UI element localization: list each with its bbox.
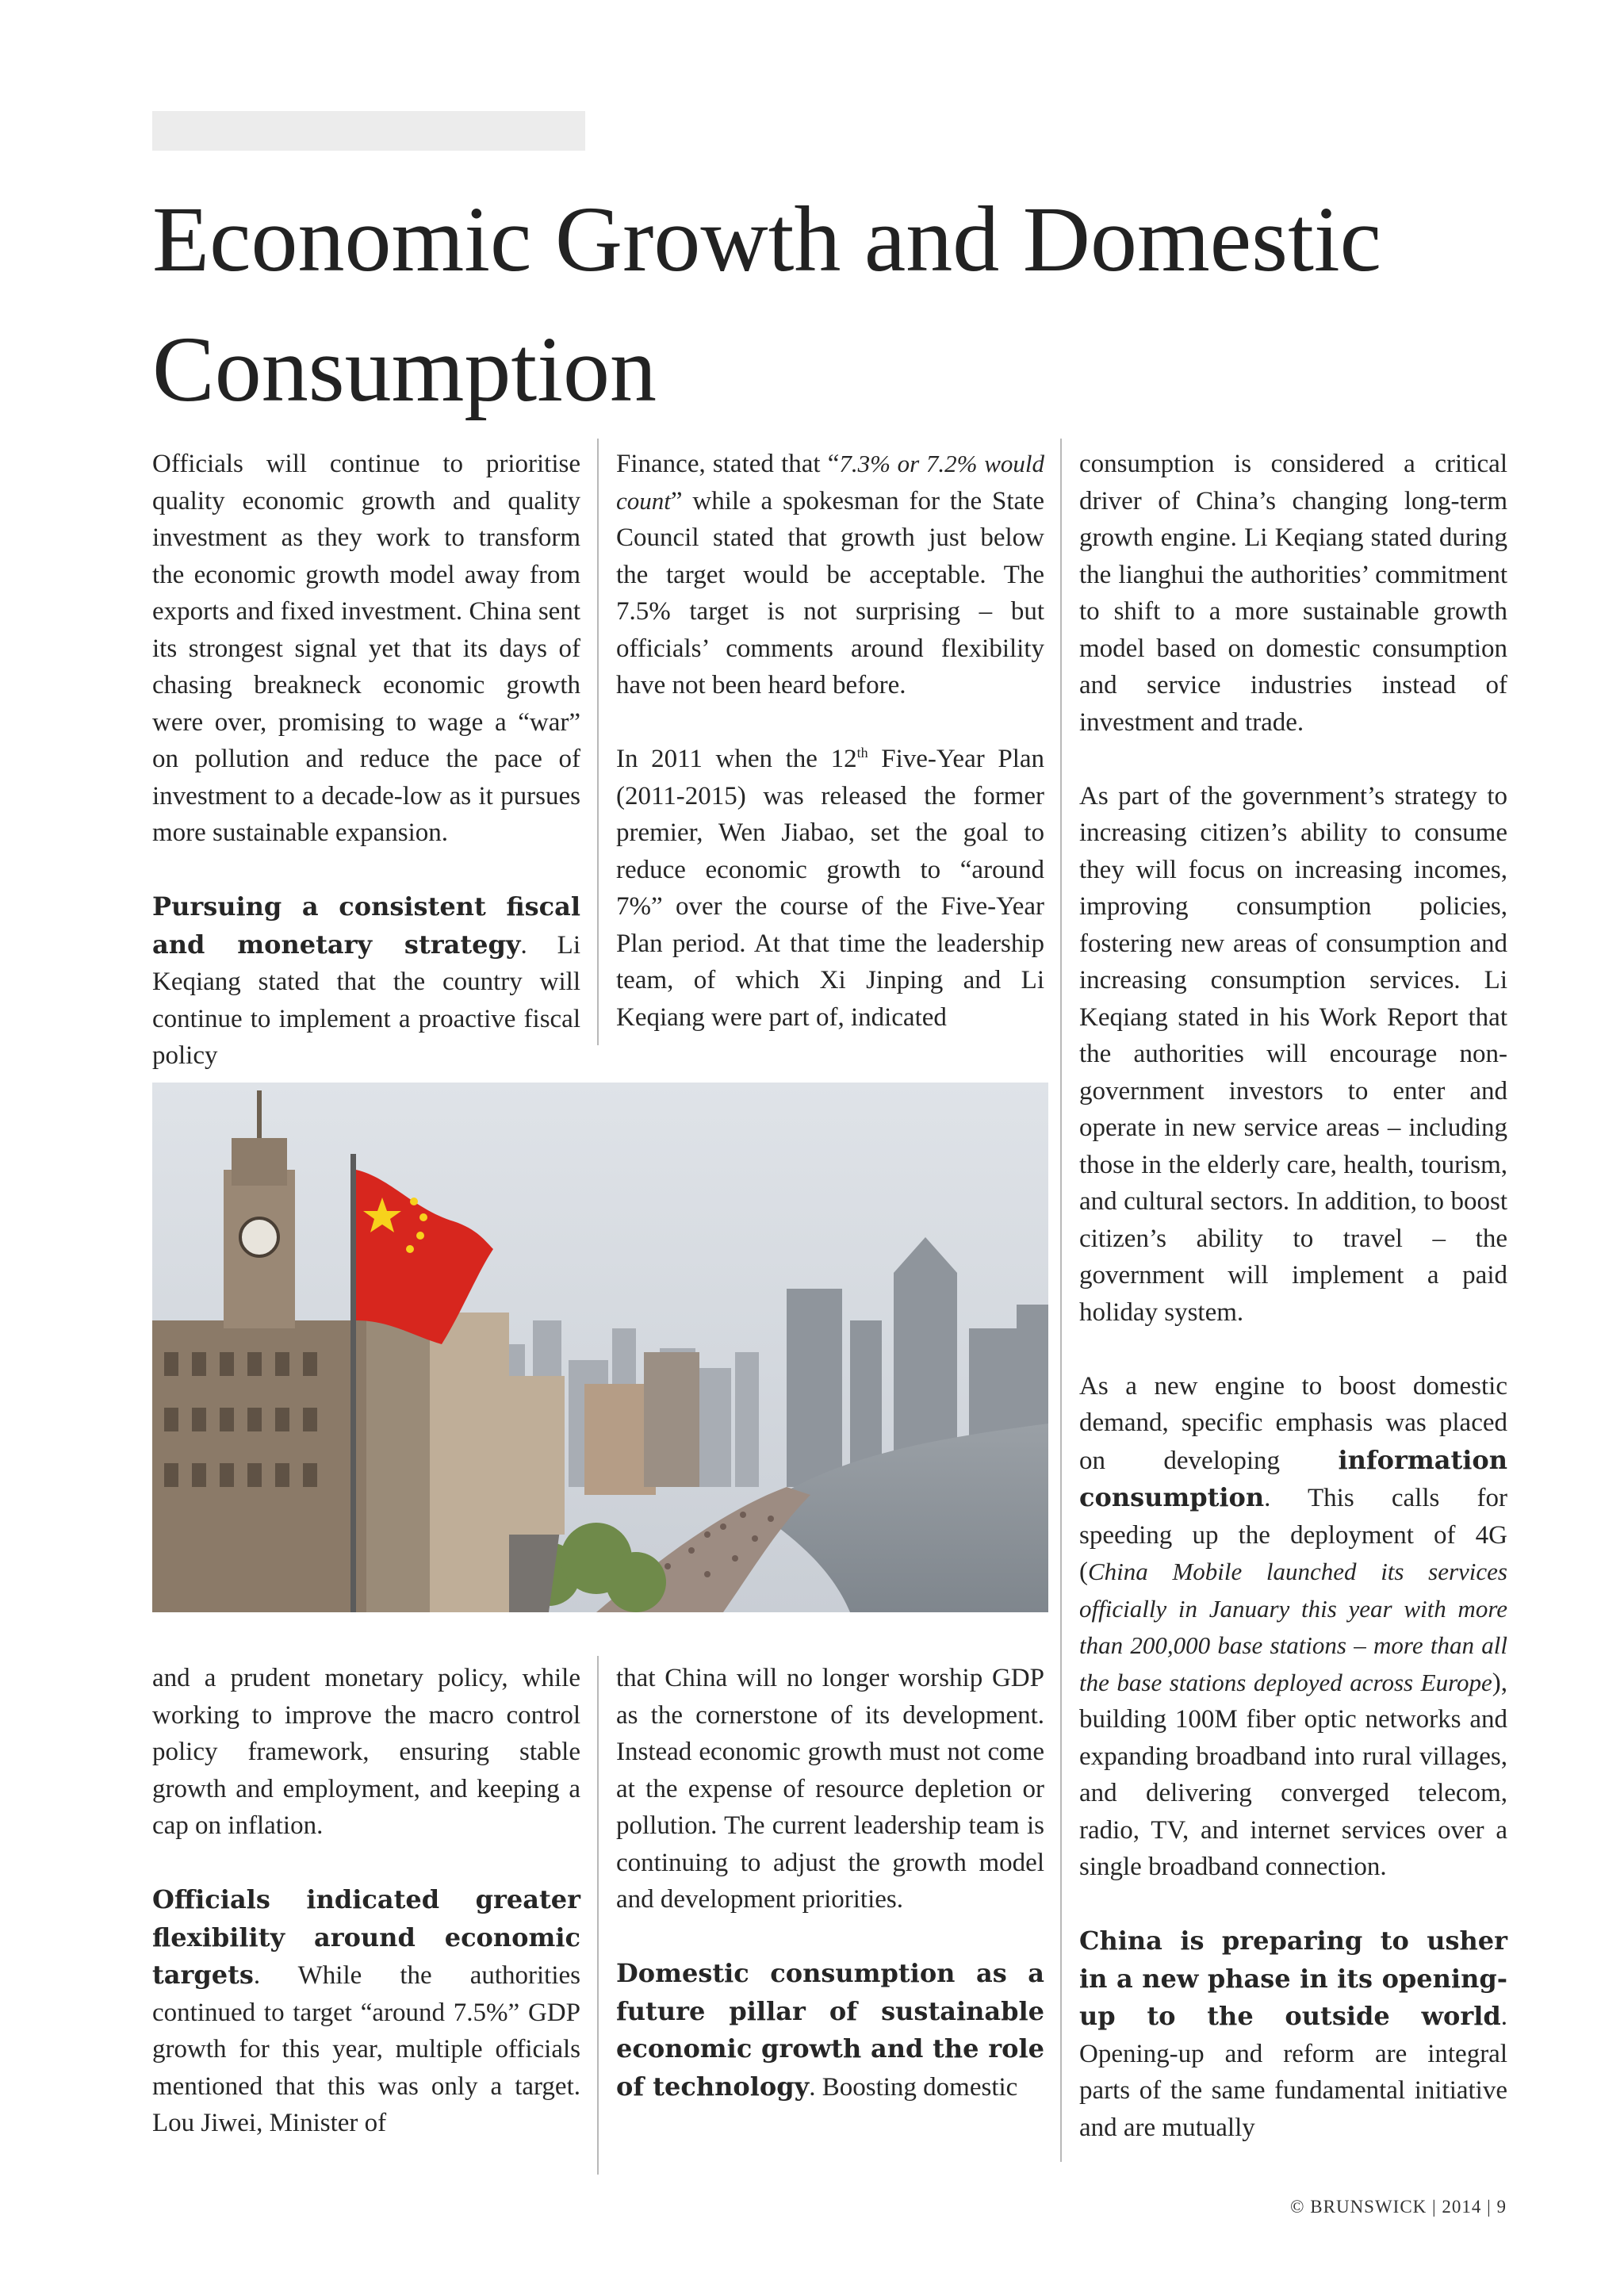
paragraph [152, 1881, 580, 2142]
paragraph [616, 1955, 1044, 2106]
column-1-bottom [152, 1660, 580, 2142]
paragraph-heading: Pursuing a consistent fiscal and monetary strategy [152, 891, 580, 960]
text-run: As a new engine to boost domestic demand, specific emphasis was placed on developing [1079, 1371, 1507, 1475]
text-run: ), building 100M fiber optic networks and expanding broadband into rural villages, and delivering converged telecom, radio, TV, and internet services over a single broadband connection. [1079, 1668, 1507, 1881]
text-run: In 2011 when the 12 [616, 745, 857, 773]
page-footer: © BRUNSWICK | 2014 | 9 [1290, 2197, 1507, 2217]
paragraph-body: . While the authorities continued to target “around 7.5%” GDP growth for this year, multiple officials mentioned that this was only a target. Lou Jiwei, Minister of [152, 1961, 580, 2137]
text-run: ” while a spokesman for the State Council stated that growth just below the target would be acceptable. The 7.5% target is not surprising – but officials’ comments around flexibility have not been heard before. [616, 486, 1044, 699]
paragraph [1079, 1922, 1507, 2146]
paragraph: As part of the government’s strategy to increasing citizen’s ability to consume they will focus on increasing incomes, improving consumption policies, fostering new areas of consumption and increasing consumption services. Li Keqiang stated in his Work Report that the authorities will encourage non-government investors to enter and operate in new service areas – including those in the elderly care, health, tourism, and cultural sectors. In addition, to boost citizen’s ability to travel – the government will implement a paid holiday system. [1079, 781, 1507, 1327]
paragraph-heading: China is preparing to usher in a new phase in its opening-up to the outside world [1079, 1926, 1507, 2031]
column-2-top [616, 446, 1044, 1036]
superscript: th [856, 745, 868, 761]
column-1-top [152, 446, 580, 1075]
photo-illustration [152, 1083, 1048, 1612]
paragraph: consumption is considered a critical driver of China’s changing long-term growth engine. Li Keqiang stated during the lianghui the authorities’ commitment to shift to a more sustainable growth model based on domestic consumption and service industries instead of investment and trade. [1079, 450, 1507, 737]
text-run: Finance, stated that “ [616, 450, 840, 478]
column-divider [597, 439, 599, 1045]
paragraph: Officials will continue to prioritise quality economic growth and quality investment as they work to transform the economic growth model away from exports and fixed investment. China sent its strongest signal yet that its days of chasing breakneck economic growth were over, promising to wage a “war” on pollution and reduce the pace of investment to a decade-low as it pursues more sustainable expansion. [152, 450, 580, 847]
column-divider [1060, 439, 1062, 2162]
column-3 [1079, 446, 1507, 2146]
column-divider [597, 1656, 599, 2175]
quote: 7.3% or 7.2% would count [616, 450, 1044, 515]
aside: China Mobile launched its services officially in January this year with more than 200,000 base stations – more than all the base stations deployed across Europe [1079, 1558, 1507, 1696]
title-line-2: Consumption [152, 317, 657, 421]
shanghai-bund-photo [152, 1083, 1048, 1612]
paragraph-body: . Boosting domestic [809, 2072, 1018, 2102]
paragraph [152, 888, 580, 1075]
paragraph: and a prudent monetary policy, while working to improve the macro control policy framework, ensuring stable growth and employment, and keeping a cap on inflation. [152, 1664, 580, 1840]
paragraph-body: . Li Keqiang stated that the country will continue to implement a proactive fiscal policy [152, 930, 581, 1070]
paragraph [1079, 1368, 1507, 1886]
paragraph [616, 741, 1044, 1036]
paragraph [616, 446, 1044, 704]
paragraph-body: . Opening-up and reform are integral parts of the same fundamental initiative and are mutually [1079, 2002, 1507, 2142]
header-bar [152, 111, 585, 151]
paragraph: that China will no longer worship GDP as the cornerstone of its development. Instead economic growth must not come at the expense of resource depletion or pollution. The current leadership team is continuing to adjust the growth model and development priorities. [616, 1664, 1044, 1914]
paragraph-heading: Officials indicated greater flexibility around economic targets [152, 1884, 580, 1990]
paragraph-heading: Domestic consumption as a future pillar of sustainable economic growth and the role of technology [616, 1958, 1044, 2102]
text-run: Five-Year Plan (2011-2015) was released the former premier, Wen Jiabao, set the goal to reduce economic growth to “around 7%” over the course of the Five-Year Plan period. At that time the leadership team, of which Xi Jinping and Li Keqiang were part of, indicated [616, 745, 1045, 1032]
column-2-bottom [616, 1660, 1044, 2106]
text-run: . This calls for speeding up the deployment of 4G ( [1079, 1484, 1507, 1586]
title-line-1: Economic Growth and Domestic [152, 187, 1382, 291]
page-title [152, 174, 1500, 435]
highlight: information consumption [1079, 1444, 1507, 1512]
